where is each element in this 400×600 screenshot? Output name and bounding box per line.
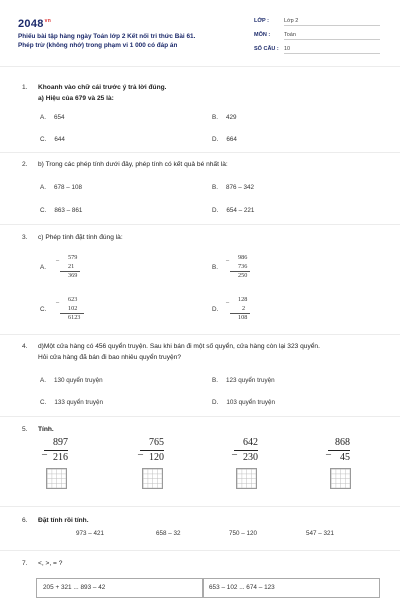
q2-option-a[interactable]: A. 678 – 108 bbox=[40, 184, 82, 191]
meta-label-count: SỐ CÂU : bbox=[254, 46, 279, 52]
header-divider bbox=[0, 66, 400, 67]
divider bbox=[0, 550, 400, 551]
q6-op-2: 658 – 32 bbox=[156, 530, 181, 537]
site-logo bbox=[18, 18, 51, 30]
q2-option-c[interactable]: C. 863 – 861 bbox=[40, 207, 83, 214]
meta-label-subject: MÔN : bbox=[254, 32, 271, 38]
q4-option-c[interactable]: C. 133 quyển truyện bbox=[40, 399, 103, 406]
q5-answer-grid-1[interactable] bbox=[46, 468, 67, 489]
q3-option-b-key[interactable]: B. bbox=[212, 264, 218, 271]
q4-option-a[interactable]: A. 130 quyển truyện bbox=[40, 377, 103, 384]
q2-option-d[interactable]: D. 654 – 221 bbox=[212, 207, 255, 214]
q2-number: 2. bbox=[22, 161, 28, 168]
meta-value-subject: Toán bbox=[284, 32, 380, 40]
divider bbox=[0, 506, 400, 507]
q2-text: b) Trong các phép tính dưới đây, phép tính có kết quả bé nhất là: bbox=[38, 161, 228, 168]
q5-calc-3: _ 642 230 bbox=[232, 437, 258, 463]
q5-calc-2: _ 765 120 bbox=[138, 437, 164, 463]
meta-value-class: Lớp 2 bbox=[284, 18, 380, 26]
q5-answer-grid-4[interactable] bbox=[330, 468, 351, 489]
q5-answer-grid-2[interactable] bbox=[142, 468, 163, 489]
q6-text: Đặt tính rồi tính. bbox=[38, 517, 89, 524]
q5-calc-4: _ 868 45 bbox=[326, 437, 350, 463]
q5-answer-grid-3[interactable] bbox=[236, 468, 257, 489]
q3-option-d-calc[interactable]: _ 128 2 108 bbox=[230, 296, 260, 323]
q1-option-b[interactable]: B. 429 bbox=[212, 114, 237, 121]
q3-text: c) Phép tính đặt tính đúng là: bbox=[38, 234, 123, 241]
q1-instruction: Khoanh vào chữ cái trước ý trả lời đúng. bbox=[38, 84, 167, 91]
q7-number: 7. bbox=[22, 560, 28, 567]
q5-calc-1: _ 897 216 bbox=[42, 437, 68, 463]
q2-option-b[interactable]: B. 876 – 342 bbox=[212, 184, 254, 191]
worksheet-title-line1: Phiếu bài tập hàng ngày Toán lớp 2 Kết nối tri thức Bài 61. bbox=[18, 33, 196, 40]
logo-text: 2048 bbox=[18, 18, 44, 30]
divider bbox=[0, 224, 400, 225]
q4-number: 4. bbox=[22, 343, 28, 350]
meta-value-count: 10 bbox=[284, 46, 380, 54]
q5-text: Tính. bbox=[38, 426, 54, 433]
q3-option-d-key[interactable]: D. bbox=[212, 306, 219, 313]
q4-option-b[interactable]: B. 123 quyển truyện bbox=[212, 377, 275, 384]
q6-op-3: 750 – 120 bbox=[229, 530, 258, 537]
q3-option-a-key[interactable]: A. bbox=[40, 264, 46, 271]
divider bbox=[0, 416, 400, 417]
worksheet-title-line2: Phép trừ (không nhớ) trong phạm vi 1 000 có đáp án bbox=[18, 42, 178, 49]
q4-option-d[interactable]: D. 103 quyển truyện bbox=[212, 399, 275, 406]
divider bbox=[0, 152, 400, 153]
q4-line2: Hỏi cửa hàng đã bán đi bao nhiêu quyển truyện? bbox=[38, 354, 181, 361]
q4-line1: d)Một cửa hàng có 456 quyển truyện. Sau khi bán đi một số quyển, cửa hàng còn lại 323 quyển. bbox=[38, 343, 320, 350]
q7-compare-box-2[interactable]: 653 – 102 ... 674 – 123 bbox=[202, 578, 380, 598]
q1-option-c[interactable]: C. 644 bbox=[40, 136, 65, 143]
meta-label-class: LỚP : bbox=[254, 18, 269, 24]
q3-option-c-calc[interactable]: _ 623 102 6123 bbox=[60, 296, 90, 323]
q3-option-c-key[interactable]: C. bbox=[40, 306, 47, 313]
q7-text: <, >, = ? bbox=[38, 560, 63, 567]
q3-option-a-calc[interactable]: _ 579 21 369 bbox=[60, 254, 90, 281]
q3-option-b-calc[interactable]: _ 986 736 250 bbox=[230, 254, 260, 281]
q6-number: 6. bbox=[22, 517, 28, 524]
q6-op-1: 973 – 421 bbox=[76, 530, 105, 537]
q1-number: 1. bbox=[22, 84, 28, 91]
q1-option-d[interactable]: D. 664 bbox=[212, 136, 237, 143]
logo-suffix: vn bbox=[44, 18, 52, 24]
q3-number: 3. bbox=[22, 234, 28, 241]
q7-compare-box-1[interactable]: 205 + 321 ... 893 – 42 bbox=[36, 578, 204, 598]
divider bbox=[0, 334, 400, 335]
q6-op-4: 547 – 321 bbox=[306, 530, 335, 537]
q1-option-a[interactable]: A. 654 bbox=[40, 114, 65, 121]
q1-part: a) Hiệu của 679 và 25 là: bbox=[38, 95, 114, 102]
q5-number: 5. bbox=[22, 426, 28, 433]
